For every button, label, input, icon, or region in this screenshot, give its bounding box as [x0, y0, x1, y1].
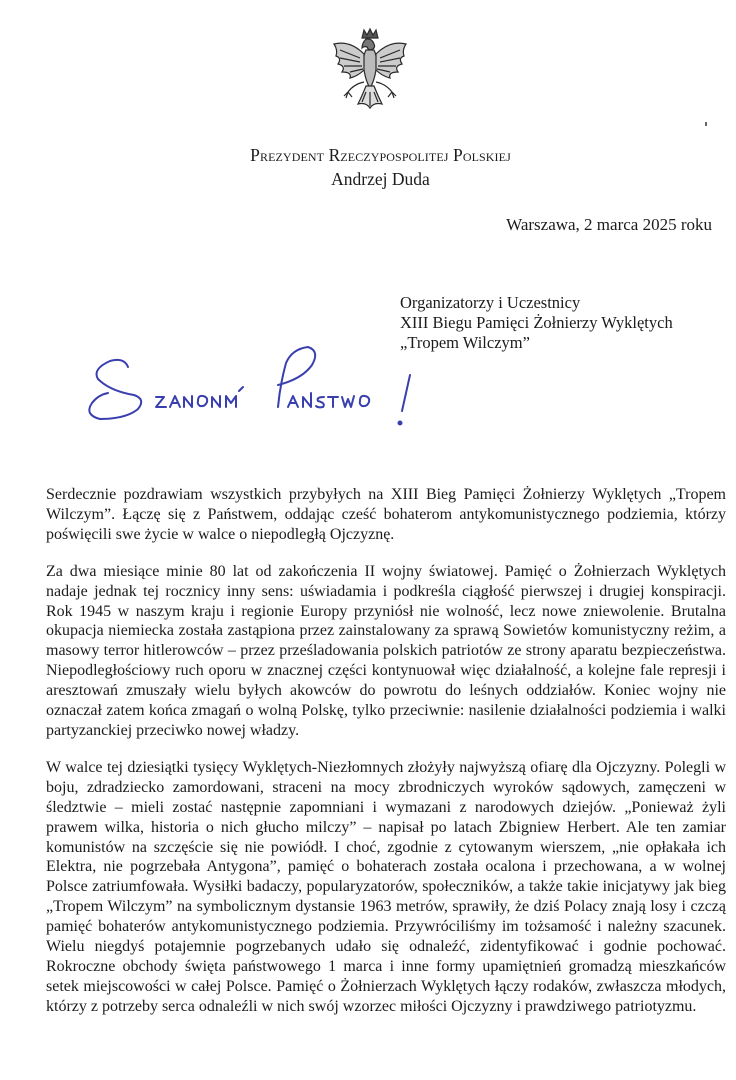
letter-body: [46, 485, 726, 1034]
body-paragraph-1: Serdecznie pozdrawiam wszystkich przybyłych na XIII Bieg Pamięci Żołnierzy Wyklętych „Tropem Wilczym”. Łączę się z Państwem, oddając cześć bohaterom antykomunistycznego podziemia, którzy poświęcili swe życie w walce o niepodległą Ojczyznę.: [46, 486, 726, 543]
body-paragraph-3: W walce tej dziesiątki tysięcy Wyklętych-Niezłomnych złożyły najwyższą ofiarę dla Ojczyzny. Polegli w boju, zdradziecko zamordowani, straceni na mocy zbrodniczych wyroków sądowych, zamęczeni w śledztwie – mieli zostać następnie zapomniani i wymazani z narodowych dziejów. „Ponieważ żyli prawem wilka, historia o nich głucho milczy” – napisał po latach Zbigniew Herbert. Ale ten zamiar komunistów na szczęście się nie powiódł. I choć, zgodnie z cytowanym wierszem, „nie opłakała ich Elektra, nie pogrzebała Antygona”, pamięć o bohaterach została ocalona i przechowana, a w wolnej Polsce zatriumfowała. Wysiłki badaczy, popularyzatorów, społeczników, a także takie inicjatywy jak bieg „Tropem Wilczym” na symbolicznym dystansie 1963 metrów, sprawiły, że dziś Polacy znają losy i czczą pamięć bohaterów antykomunistycznego podziemia. Przywróciliśmy im tożsamość i należny szacunek. Wielu niegdyś potajemnie pogrzebanych udało się odnaleźć, zidentyfikować i godnie pochować. Rokroczne obchody święta państwowego 1 marca i inne formy upamiętnień gromadzą mieszkańców setek miejscowości w całej Polsce. Pamięć o Żołnierzach Wyklętych łączy rodaków, zwłaszcza młodych, którzy z potrzeby serca odnaleźli w nich swój wzorzec miłości Ojczyzny i prawdziwego patriotyzmu.: [46, 758, 726, 1015]
addressee-block: [400, 293, 673, 353]
addressee-line-2: XIII Biegu Pamięci Żołnierzy Wyklętych: [400, 313, 673, 332]
handwritten-salutation: [80, 335, 420, 455]
date-line: Warszawa, 2 marca 2025 roku: [506, 215, 712, 234]
polish-eagle-emblem-icon: [322, 26, 418, 122]
scan-mark: [705, 122, 707, 126]
body-paragraph-2: Za dwa miesiące minie 80 lat od zakończenia II wojny światowej. Pamięć o Żołnierzach Wyklętych nadaje jednak tej rocznicy inny sens: uświadamia i podkreśla ciągłość pierwszej i drugiej konspiracji. Rok 1945 w naszym kraju i regionie Europy przyniósł nie wolność, lecz nowe zniewolenie. Brutalna okupacja niemiecka została zastąpiona przez zainstalowany za sprawą Sowietów komunistyczny reżim, a masowy terror hitlerowców – przez prześladowania polskich patriotów ze strony aparatu bezpieczeństwa. Niepodległościowy ruch oporu w znacznej części kontynuował więc działalność, a kolejne fale represji i aresztowań zmuszały wielu byłych akowców do powrotu do leśnych oddziałów. Koniec wojny nie oznaczał zatem końca zmagań o wolną Polskę, tylko przeciwnie: nasilenie działalności podziemia i walki partyzanckiej przeciwko nowej władzy.: [46, 562, 726, 739]
letterhead-title: Prezydent Rzeczypospolitej Polskiej: [250, 145, 511, 165]
addressee-line-3: „Tropem Wilczym”: [400, 333, 530, 352]
letterhead-name: Andrzej Duda: [331, 169, 430, 189]
addressee-line-1: Organizatorzy i Uczestnicy: [400, 293, 581, 312]
